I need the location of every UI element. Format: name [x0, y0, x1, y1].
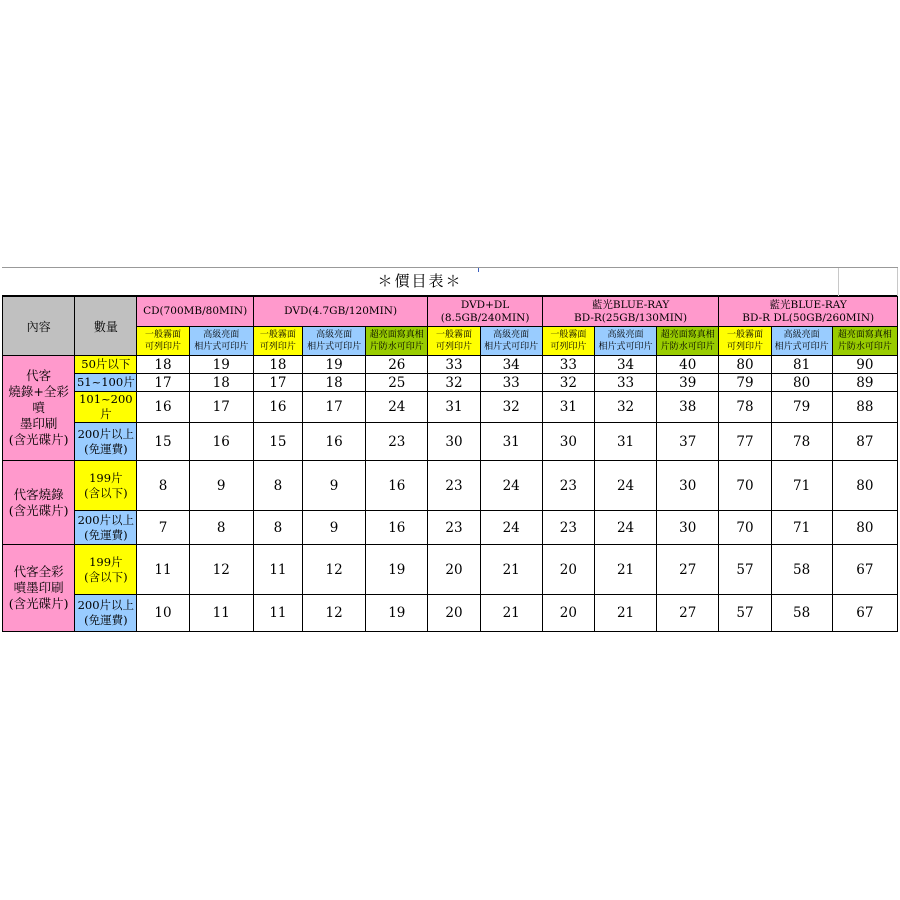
product-header-text: BD-R DL(50GB/260MIN) [742, 311, 875, 324]
print-type-header [137, 327, 189, 356]
table-row [3, 511, 898, 545]
product-header-text: DVD+DL [460, 298, 510, 311]
price-cell: 27 [657, 595, 719, 632]
print-type-header-text: 超亮面寫真相 [837, 330, 892, 340]
print-type-header-text: 相片式可印片 [774, 342, 829, 352]
page-title: ＊價目表＊ [377, 272, 463, 290]
price-cell: 17 [189, 392, 253, 423]
quantity-cell [75, 595, 137, 632]
price-cell: 21 [594, 545, 656, 595]
price-cell: 30 [428, 423, 480, 461]
price-cell: 23 [366, 423, 428, 461]
price-cell: 58 [771, 545, 832, 595]
print-type-header-text: 可列印片 [145, 342, 182, 352]
price-cell: 24 [594, 461, 656, 511]
price-cell: 11 [253, 545, 302, 595]
price-cell: 24 [480, 511, 542, 545]
quantity-cell-text: 200片以上 [77, 598, 135, 612]
print-type-header-text: 可列印片 [726, 342, 763, 352]
print-type-header [719, 327, 771, 356]
quantity-cell-text: 50片以下 [81, 357, 131, 371]
quantity-cell [75, 511, 137, 545]
service-label-text: (含光碟片) [8, 432, 69, 447]
print-type-header-text: 超亮面寫真相 [369, 330, 424, 340]
price-cell: 7 [137, 511, 189, 545]
quantity-cell [75, 392, 137, 423]
print-type-header [542, 327, 594, 356]
price-cell: 9 [189, 461, 253, 511]
price-cell: 8 [137, 461, 189, 511]
quantity-cell [75, 461, 137, 511]
price-cell: 31 [480, 423, 542, 461]
print-type-header-text: 可列印片 [259, 342, 296, 352]
price-cell: 23 [428, 511, 480, 545]
print-type-header [189, 327, 253, 356]
price-cell: 9 [302, 511, 365, 545]
price-cell: 11 [189, 595, 253, 632]
price-cell: 70 [719, 511, 771, 545]
price-cell: 80 [832, 511, 897, 545]
price-cell: 16 [253, 392, 302, 423]
price-cell: 32 [480, 392, 542, 423]
service-label-text: 墨印刷 [19, 416, 58, 431]
quantity-cell-text: 200片以上 [77, 512, 135, 527]
price-cell: 12 [189, 545, 253, 595]
table-row [3, 374, 898, 392]
price-cell: 80 [771, 374, 832, 392]
price-cell: 89 [832, 374, 897, 392]
print-type-header-text: 一般霧面 [550, 330, 587, 340]
product-header-text: 藍光BLUE-RAY [769, 298, 847, 311]
price-cell: 20 [428, 595, 480, 632]
print-type-header [480, 327, 542, 356]
price-cell: 57 [719, 595, 771, 632]
print-type-header-text: 高級亮面 [203, 330, 240, 340]
price-cell: 21 [480, 545, 542, 595]
print-type-header-text: 一般霧面 [726, 330, 763, 340]
price-cell: 16 [189, 423, 253, 461]
price-cell: 77 [719, 423, 771, 461]
price-cell: 33 [428, 356, 480, 374]
quantity-cell [75, 374, 137, 392]
price-cell: 8 [189, 511, 253, 545]
table-row [3, 595, 898, 632]
price-cell: 17 [253, 374, 302, 392]
price-cell: 18 [253, 356, 302, 374]
table-row [3, 423, 898, 461]
price-cell: 15 [137, 423, 189, 461]
price-cell: 33 [480, 374, 542, 392]
service-label-text: (含光碟片) [8, 502, 69, 518]
price-cell: 30 [542, 423, 594, 461]
price-cell: 37 [657, 423, 719, 461]
price-cell: 11 [137, 545, 189, 595]
price-cell: 19 [366, 545, 428, 595]
price-cell: 23 [542, 461, 594, 511]
product-header [542, 297, 719, 327]
price-cell: 58 [771, 595, 832, 632]
service-label-text: 代客全彩 [13, 564, 64, 579]
price-cell: 71 [771, 511, 832, 545]
price-cell: 20 [542, 595, 594, 632]
price-cell: 8 [253, 511, 302, 545]
print-type-header-text: 一般霧面 [259, 330, 296, 340]
print-type-header-text: 高級亮面 [607, 330, 644, 340]
print-type-header [771, 327, 832, 356]
product-header-text: DVD(4.7GB/120MIN) [284, 305, 398, 317]
price-cell: 32 [594, 392, 656, 423]
price-cell: 31 [428, 392, 480, 423]
print-type-header-text: 超亮面寫真相 [660, 330, 715, 340]
service-label-text: 代客 [26, 368, 52, 383]
print-type-header [832, 327, 897, 356]
quantity-cell-text: (含以下) [84, 485, 128, 500]
quantity-cell-text: 51~100片 [76, 375, 135, 389]
quantity-cell [75, 423, 137, 461]
price-cell: 32 [542, 374, 594, 392]
table-row [3, 356, 898, 374]
price-cell: 18 [302, 374, 365, 392]
price-cell: 79 [719, 374, 771, 392]
price-cell: 78 [719, 392, 771, 423]
price-cell: 17 [302, 392, 365, 423]
price-cell: 25 [366, 374, 428, 392]
product-header-text: (8.5GB/240MIN) [440, 311, 530, 324]
price-cell: 21 [594, 595, 656, 632]
price-cell: 34 [480, 356, 542, 374]
service-label-text: 噴墨印刷 [13, 580, 64, 595]
price-cell: 67 [832, 595, 897, 632]
print-type-header-text: 片防水可印片 [837, 342, 892, 352]
price-table [2, 296, 898, 632]
print-type-header-text: 相片式可印片 [484, 342, 539, 352]
price-cell: 27 [657, 545, 719, 595]
print-type-header-text: 片防水可印片 [369, 342, 424, 352]
price-cell: 31 [594, 423, 656, 461]
price-cell: 32 [428, 374, 480, 392]
price-cell: 20 [542, 545, 594, 595]
price-cell: 80 [719, 356, 771, 374]
product-header-text: 藍光BLUE-RAY [591, 298, 670, 311]
product-header-text: CD(700MB/80MIN) [143, 305, 248, 317]
price-cell: 15 [253, 423, 302, 461]
price-cell: 24 [594, 511, 656, 545]
print-type-header-text: 一般霧面 [145, 330, 182, 340]
quantity-cell-text: 199片 [89, 470, 123, 485]
product-header-text: BD-R(25GB/130MIN) [574, 311, 688, 324]
print-type-header-text: 可列印片 [435, 342, 472, 352]
service-label-text: (含光碟片) [8, 596, 69, 611]
print-type-header-text: 高級亮面 [493, 330, 530, 340]
price-cell: 31 [542, 392, 594, 423]
print-type-header [253, 327, 302, 356]
price-cell: 18 [189, 374, 253, 392]
price-cell: 19 [302, 356, 365, 374]
price-cell: 79 [771, 392, 832, 423]
price-cell: 17 [137, 374, 189, 392]
quantity-cell-text: (免運費) [84, 613, 128, 627]
price-cell: 33 [542, 356, 594, 374]
price-cell: 8 [253, 461, 302, 511]
quantity-cell-text: (免運費) [84, 441, 128, 456]
price-cell: 81 [771, 356, 832, 374]
price-cell: 87 [832, 423, 897, 461]
header-quantity: 數量 [75, 297, 137, 356]
price-cell: 57 [719, 545, 771, 595]
price-cell: 30 [657, 511, 719, 545]
quantity-cell [75, 545, 137, 595]
price-cell: 18 [137, 356, 189, 374]
quantity-cell-text: 200片以上 [77, 426, 135, 441]
print-type-header-text: 可列印片 [550, 342, 587, 352]
print-type-header-text: 高級亮面 [783, 330, 820, 340]
product-header [137, 297, 253, 327]
price-cell: 24 [480, 461, 542, 511]
quantity-cell-text: (含以下) [84, 569, 128, 584]
service-label-text: 代客燒錄 [13, 486, 64, 502]
service-label [3, 356, 75, 461]
print-type-header-text: 高級亮面 [316, 330, 353, 340]
price-cell: 67 [832, 545, 897, 595]
price-cell: 38 [657, 392, 719, 423]
price-cell: 78 [771, 423, 832, 461]
price-cell: 39 [657, 374, 719, 392]
price-cell: 19 [366, 595, 428, 632]
price-cell: 19 [189, 356, 253, 374]
price-cell: 90 [832, 356, 897, 374]
product-header [719, 297, 898, 327]
quantity-cell [75, 356, 137, 374]
print-type-header [657, 327, 719, 356]
header-content: 內容 [3, 297, 75, 356]
service-label [3, 461, 75, 545]
price-cell: 16 [137, 392, 189, 423]
price-cell: 26 [366, 356, 428, 374]
price-cell: 16 [302, 423, 365, 461]
price-cell: 23 [428, 461, 480, 511]
price-cell: 21 [480, 595, 542, 632]
quantity-cell-text: (免運費) [84, 527, 128, 542]
column-divider [838, 268, 839, 296]
price-cell: 12 [302, 595, 365, 632]
service-label [3, 545, 75, 632]
print-type-header [302, 327, 365, 356]
price-cell: 80 [832, 461, 897, 511]
service-label-text: 燒錄+全彩噴 [8, 384, 69, 415]
price-cell: 24 [366, 392, 428, 423]
print-type-header-text: 相片式可印片 [598, 342, 653, 352]
product-header [253, 297, 428, 327]
price-cell: 88 [832, 392, 897, 423]
print-type-header-text: 一般霧面 [435, 330, 472, 340]
price-cell: 12 [302, 545, 365, 595]
price-cell: 16 [366, 511, 428, 545]
price-cell: 16 [366, 461, 428, 511]
price-cell: 20 [428, 545, 480, 595]
quantity-cell-text: 101~200片 [79, 392, 133, 421]
print-type-header-text: 片防水可印片 [660, 342, 715, 352]
price-cell: 30 [657, 461, 719, 511]
print-type-header-text: 相片式可印片 [194, 342, 249, 352]
price-cell: 11 [253, 595, 302, 632]
price-cell: 34 [594, 356, 656, 374]
price-cell: 9 [302, 461, 365, 511]
print-type-header [366, 327, 428, 356]
price-cell: 10 [137, 595, 189, 632]
table-row [3, 461, 898, 511]
quantity-cell-text: 199片 [89, 554, 123, 569]
print-type-header-text: 相片式可印片 [307, 342, 362, 352]
table-row [3, 392, 898, 423]
price-cell: 40 [657, 356, 719, 374]
print-type-header [594, 327, 656, 356]
table-row [3, 545, 898, 595]
print-type-header [428, 327, 480, 356]
price-cell: 71 [771, 461, 832, 511]
product-header [428, 297, 542, 327]
column-divider [897, 268, 898, 296]
price-cell: 33 [594, 374, 656, 392]
price-sheet [2, 267, 898, 630]
title-row [2, 267, 898, 296]
price-cell: 23 [542, 511, 594, 545]
price-cell: 70 [719, 461, 771, 511]
